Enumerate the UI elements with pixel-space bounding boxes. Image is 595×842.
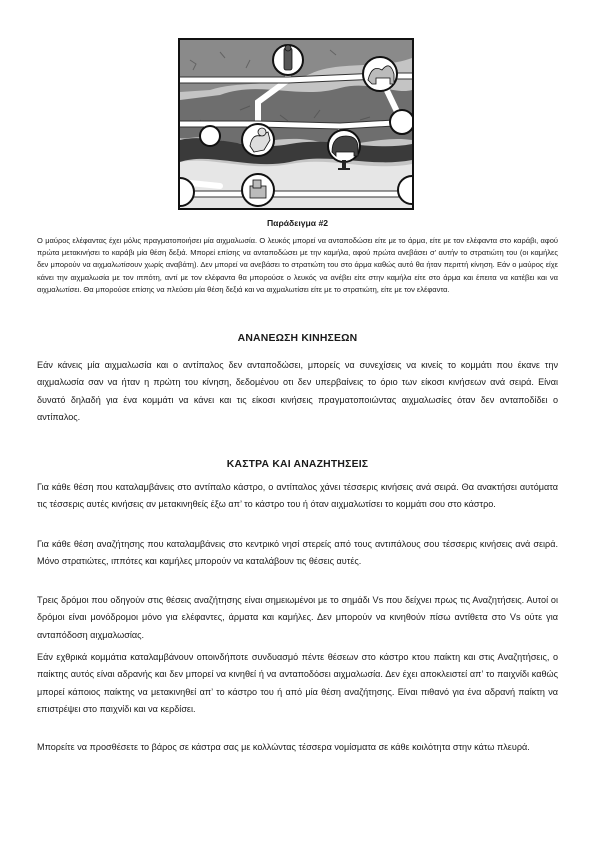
example-figure <box>178 38 414 210</box>
section-heading-castles-searches: ΚΑΣΤΡΑ ΚΑΙ ΑΝΑΖΗΤΗΣΕΙΣ <box>226 459 369 470</box>
paragraph-search-positions: Για κάθε θέση αναζήτησης που καταλαμβάνεις στο κεντρικό νησί στερείς από τους αντιπάλους σου τέσσερις κινήσεις ανά σειρά. Μόνο στρατιώτες, ιππότες και καμήλες μπορούν να καταλάβουν τις θέσεις αυτές. <box>37 539 558 567</box>
paragraph-one-way-roads: Τρεις δρόμοι που οδηγούν στις θέσεις αναζήτησης είναι σημειωμένοι με το σημάδι Vs που δείχνει πρως τις Αναζητήσεις. Αυτοί οι δρόμοι είναι μονόδρομοι μόνο για ελέφαντες, άρματα και καμήλες. Δεν μπορούν να κινηθούν πίσω αντίθετα στο Vs ούτε για ανταπόδοση αιχμαλωσίας. <box>37 595 558 640</box>
paragraph-move-renewal: Εάν κάνεις μία αιχμαλωσία και ο αντίπαλος δεν ανταποδώσει, μπορείς να συνεχίσεις να κινείς το κομμάτι που έκανε την αιχμαλωσία σαν να ήταν η πρώτη του κίνηση, δεδομένου οτι δεν υπερβαίνεις το όριο των είκοσι κινήσεων ανά σειρά. Είναι δυνατό δηλαδή για ένα κομμάτι να κάνει και τις είκοσι κινήσεις πραγματοποιώντας αιχμαλωσίες όταν δεν ανταποδίδει ο αντίπαλος. <box>37 360 558 423</box>
paragraph-inactive-player: Εάν εχθρικά κομμάτια καταλαμβάνουν οποινδήποτε συνδυασμό πέντε θέσεων στο κάστρο κτου παίκτη και στις Αναζητήσεις, ο παίκτης αυτός είναι αδρανής και δεν μπορεί να κινηθεί ή να ανταποδόσει αιχμαλωσία. Δεν έχει αποκλειστεί απ’ το παιχνίδι καθώς μπορεί κάποιος παίκτης να μετακινηθεί απ’ το κάστρο του ή από μία θέση αναζήτησης. Είναι πιθανό για ένα αδρανή παίκτη να επιστρέψει στο παιχνίδι και να κερδίσει. <box>37 652 558 715</box>
example-description: Ο μαύρος ελέφαντας έχει μόλις πραγματοποιήσει μία αιχμαλωσία. Ο λευκός μπορεί να ανταποδώσει είτε με το άρμα, είτε με τον ελέφαντα στο καράβι, αφού πρώτα μετακινήσει το καράβι μία θέση δεξιά. Μπορεί επίσης να ανταποδώσει με την καμήλα, αφού πρώτα ανεβάσει σ’ αυτήν το στρατιώτη του (οι καμήλες δεν μπορούν να αιχμαλωτίσουν χωρίς αναβάτη). Δεν μπορεί να ανεβάσει το στρατιώτη του στο άρμα καθώς αυτό θα ήταν περιττή κίνηση. Εάν ο μαύρος είχε κάνει την αιχμαλωσία με τον ιππότη, αντί με τον ελέφαντα θα μπορούσε ο λευκός να ανέβει είτε στην καμήλα είτε στο άρμα και έπειτα να κατέβει και να αιχμαλωτίσει. Θα μπορούσε επίσης να πλεύσει μία θέση δεξιά και να αιχμαλωτίσει είτε με το στρατιώτη, είτε με τον ελέφαντα. <box>37 236 558 294</box>
paragraph-castle-occupation: Για κάθε θέση που καταλαμβάνεις στο αντίπαλο κάστρο, ο αντίπαλος χάνει τέσσερις κινήσεις ανά σειρά. Θα ανακτήσει αυτόματα τις τέσσερις αυτές κινήσεις αν μετακινηθείς έξω απ’ το κάστρο του ή όταν αιχμαλωτίσει το κομμάτι σου στο κάστρο. <box>37 482 558 510</box>
paragraph-castle-weight: Μπορείτε να προσθέσετε το βάρος σε κάστρα σας με κολλώντας τέσσερα νομίσματα σε κάθε κοιλότητα στην κάτω πλευρά. <box>37 742 530 752</box>
section-heading-move-renewal: ΑΝΑΝΕΩΣΗ ΚΙΝΗΣΕΩΝ <box>237 333 358 344</box>
figure-caption: Παράδειγμα #2 <box>266 218 329 228</box>
board-illustration <box>180 40 412 208</box>
